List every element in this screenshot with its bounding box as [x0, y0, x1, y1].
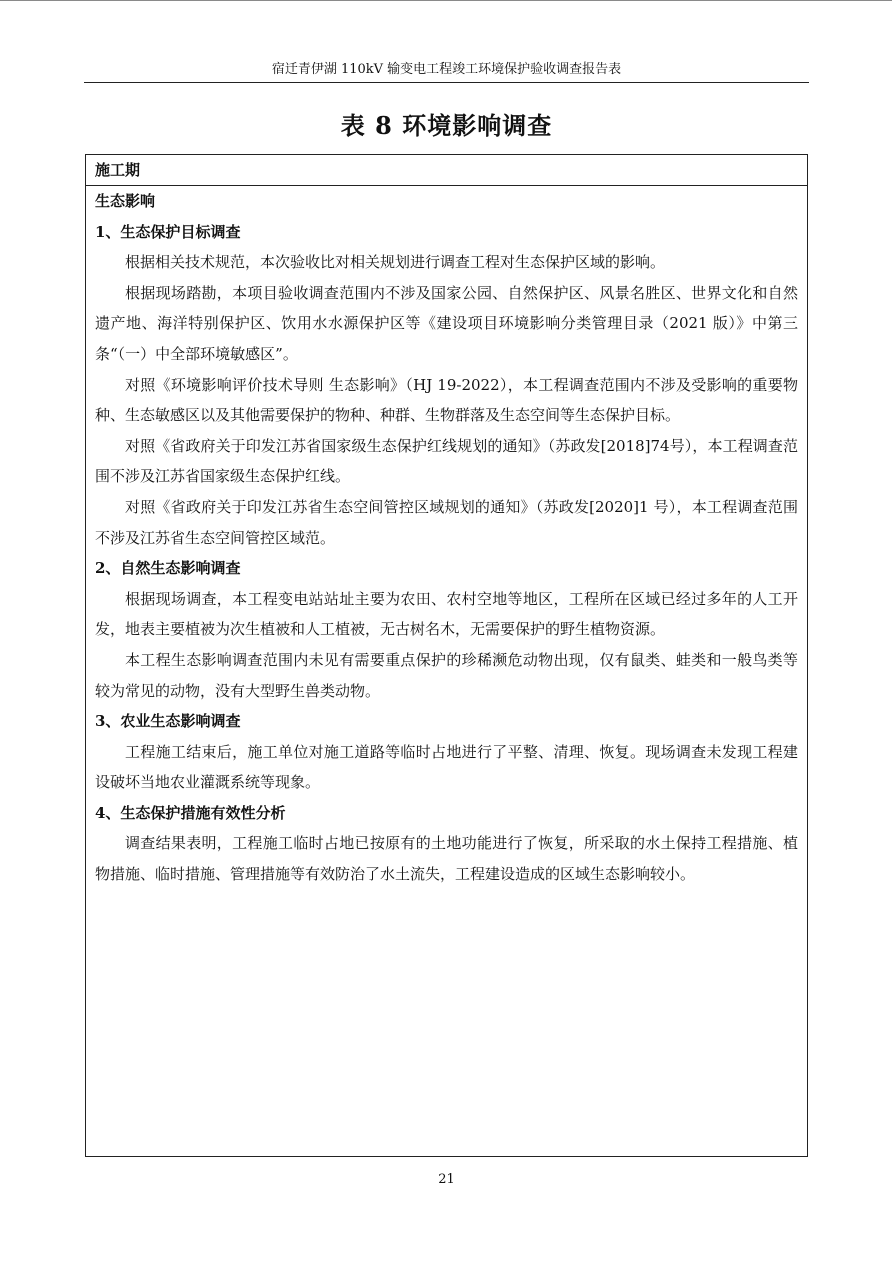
- paragraph: 对照《省政府关于印发江苏省生态空间管控区域规划的通知》（苏政发[2020]1 号），本工程调查范围不涉及江苏省生态空间管控区域范。: [95, 497, 798, 547]
- page-number: 21: [438, 1172, 455, 1187]
- period-label: 施工期: [86, 155, 807, 186]
- paragraph: 工程施工结束后，施工单位对施工道路等临时占地进行了平整、清理、恢复。现场调查未发现工程建设破坏当地农业灌溉系统等现象。: [95, 742, 798, 792]
- paragraph: 对照《环境影响评价技术导则 生态影响》（HJ 19-2022），本工程调查范围内不涉及受影响的重要物种、生态敏感区以及其他需要保护的物种、种群、生物群落及生态空间等生态保护目标。: [95, 375, 798, 425]
- paragraph: 根据相关技术规范，本次验收比对相关规划进行调查工程对生态保护区域的影响。: [125, 253, 666, 272]
- section-heading: 4、生态保护措施有效性分析: [95, 803, 286, 822]
- paragraph: 调查结果表明，工程施工临时占地已按原有的土地功能进行了恢复，所采取的水土保持工程措施、植物措施、临时措施、管理措施等有效防治了水土流失，工程建设造成的区域生态影响较小。: [95, 834, 798, 884]
- paragraph: 对照《省政府关于印发江苏省国家级生态保护红线规划的通知》（苏政发[2018]74号），本工程调查范围不涉及江苏省国家级生态保护红线。: [95, 436, 798, 486]
- section-heading: 3、农业生态影响调查: [95, 712, 241, 731]
- section-heading: 1、生态保护目标调查: [95, 222, 241, 241]
- table-content: [86, 186, 807, 890]
- paragraph: 根据现场调查，本工程变电站站址主要为农田、农村空地等地区，工程所在区域已经过多年的人工开发，地表主要植被为次生植被和人工植被，无古树名木，无需要保护的野生植物资源。: [95, 589, 798, 639]
- section-label: 生态影响: [95, 192, 156, 210]
- page-top-border: [0, 0, 892, 1]
- table-title: 表 8 环境影响调查: [340, 111, 553, 140]
- header-rule: [84, 82, 809, 83]
- paragraph: 本工程生态影响调查范围内未见有需要重点保护的珍稀濒危动物出现，仅有鼠类、蛙类和一般鸟类等较为常见的动物，没有大型野生兽类动物。: [95, 650, 798, 700]
- running-header: 宿迁青伊湖 110kV 输变电工程竣工环境保护验收调查报告表: [271, 62, 622, 77]
- section-heading: 2、自然生态影响调查: [95, 559, 241, 578]
- paragraph: 根据现场踏勘，本项目验收调查范围内不涉及国家公园、自然保护区、风景名胜区、世界文化和自然遗产地、海洋特别保护区、饮用水水源保护区等《建设项目环境影响分类管理目录（2021 版）》中第三条“（一）中全部环境敏感区”。: [95, 283, 798, 363]
- report-table: [85, 154, 808, 1157]
